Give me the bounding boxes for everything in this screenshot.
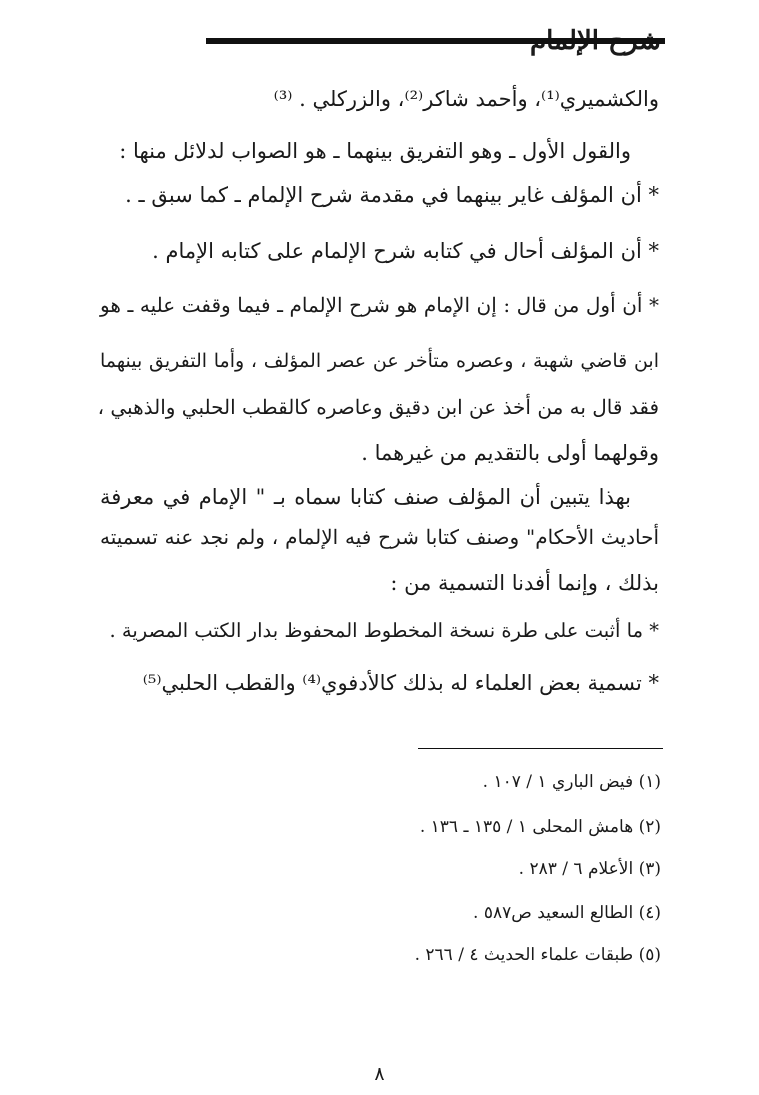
text-line-11: بذلك ، وإنما أفدنا التسمية من : <box>390 571 659 595</box>
text-line-9: بهذا يتبين أن المؤلف صنف كتابا سماه بـ " الإمام في معرفة <box>100 485 631 509</box>
page-number: ٨ <box>374 1063 385 1085</box>
text-line-6: ابن قاضي شهبة ، وعصره متأخر عن عصر المؤلف ، وأما التفريق بينهما <box>100 350 659 372</box>
text-line-4: * أن المؤلف أحال في كتابه شرح الإلمام على كتابه الإمام . <box>152 239 659 263</box>
text-line-2: والقول الأول ـ وهو التفريق بينهما ـ هو الصواب لدلائل منها : <box>119 139 631 163</box>
footnote-2: (٢) هامش المحلى ١ / ١٣٥ ـ ١٣٦ . <box>419 817 661 837</box>
text-line-8: وقولهما أولى بالتقديم من غيرهما . <box>361 441 659 465</box>
text-line-5: * أن أول من قال : إن الإمام هو شرح الإلمام ـ فيما وقفت عليه ـ هو <box>100 293 659 317</box>
footnote-3: (٣) الأعلام ٦ / ٢٨٣ . <box>518 859 661 879</box>
text-line-10: أحاديث الأحكام" وصنف كتابا شرح فيه الإلمام ، ولم نجد عنه تسميته <box>100 525 659 549</box>
footnote-separator <box>418 748 663 749</box>
footnote-4: (٤) الطالع السعيد ص٥٨٧ . <box>473 903 661 923</box>
text-line-12: * ما أثبت على طرة نسخة المخطوط المحفوظ بدار الكتب المصرية . <box>109 619 659 642</box>
text-line-3: * أن المؤلف غاير بينهما في مقدمة شرح الإلمام ـ كما سبق ـ . <box>125 183 659 207</box>
footnote-1: (١) فيض الباري ١ / ١٠٧ . <box>482 772 661 792</box>
text-line-7: فقد قال به من أخذ عن ابن دقيق وعاصره كالقطب الحلبي والذهبي ، <box>97 395 659 419</box>
footnote-5: (٥) طبقات علماء الحديث ٤ / ٢٦٦ . <box>414 945 661 965</box>
text-line-13: * تسمية بعض العلماء له بذلك كالأدفوي⁽⁴⁾ والقطب الحلبي⁽⁵⁾ <box>142 671 659 695</box>
header-rule <box>206 38 665 44</box>
text-line-1: والكشميري⁽¹⁾، وأحمد شاكر⁽²⁾، والزركلي . ⁽³⁾ <box>273 87 659 111</box>
